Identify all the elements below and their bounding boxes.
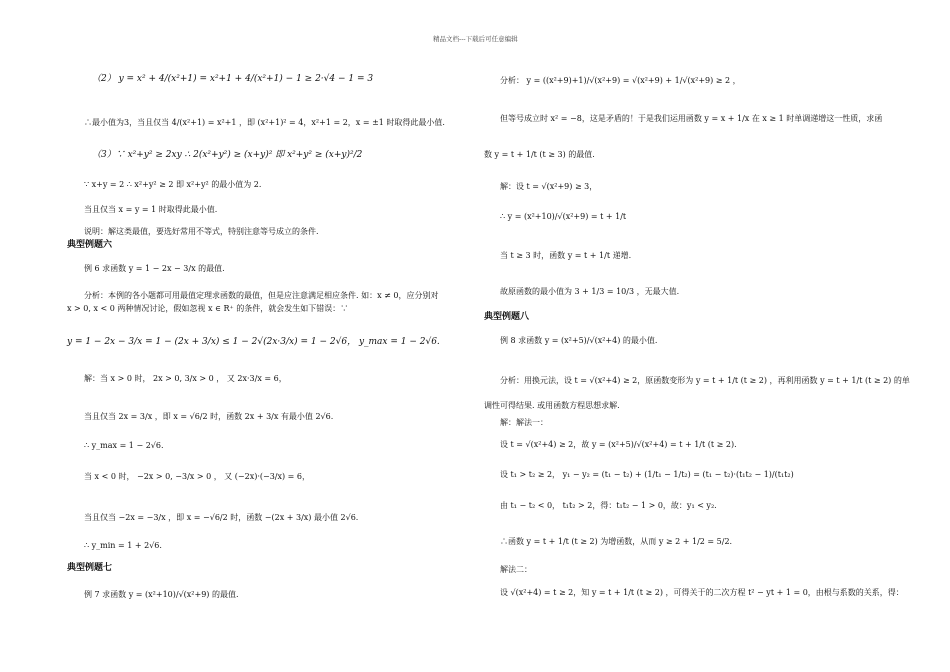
text-line: ∵ x+y = 2 ∴ x²+y² ≥ 2 即 x²+y² 的最小值为 2. xyxy=(84,180,262,189)
text-line: 设 √(x²+4) = t ≥ 2，知 y = t + 1/t (t ≥ 2) ，可得关于的二次方程 t² − yt + 1 = 0，由根与系数的关系，得： xyxy=(500,588,904,597)
example-7-statement: 例 7 求函数 y = (x²+10)/√(x²+9) 的最值. xyxy=(84,590,239,599)
text-line: 数 y = t + 1/t (t ≥ 3) 的最值. xyxy=(484,150,595,159)
analysis-line: 分析：用换元法，设 t = √(x²+4) ≥ 2，原函数变形为 y = t + 1/t (t ≥ 2) ，再利用函数 y = t + 1/t (t ≥ 2) 的单 xyxy=(500,376,910,385)
result-line: ∴ y_max = 1 − 2√6. xyxy=(84,441,164,450)
result-line: 故原函数的最小值为 3 + 1/3 = 10/3 ，无最大值. xyxy=(500,287,680,296)
text-line: 但等号成立时 x² = −8，这是矛盾的！于是我们运用函数 y = x + 1/x 在 x ≥ 1 时单调递增这一性质，求函 xyxy=(500,114,883,123)
formula-line: 设 t = √(x²+4) ≥ 2，故 y = (x²+5)/√(x²+4) = t + 1/t (t ≥ 2). xyxy=(500,440,737,449)
section-heading-7: 典型例题七 xyxy=(67,563,113,573)
analysis-line: x > 0, x < 0 两种情况讨论，假如忽视 x ∈ R⁺ 的条件，就会发生如下错误：∵ xyxy=(67,304,349,313)
analysis-line: 分析：本例的各小题都可用最值定理求函数的最值，但是应注意满足相应条件. 如：x ≠ 0，应分别对 xyxy=(84,291,439,300)
formula-line: ∴ y = (x²+10)/√(x²+9) = t + 1/t xyxy=(500,212,627,221)
example-6-statement: 例 6 求函数 y = 1 − 2x − 3/x 的最值. xyxy=(84,264,225,273)
note-line: 说明：解这类最值，要选好常用不等式，特别注意等号成立的条件. xyxy=(84,227,319,236)
formula-line: 设 t₁ > t₂ ≥ 2， y₁ − y₂ = (t₁ − t₂) + (1/t₁ − 1/t₂) = (t₁ − t₂)·(t₁t₂ − 1)/(t₁t₂) xyxy=(500,470,794,479)
page-header: 精品文档---下载后可任意编辑 xyxy=(433,35,518,43)
text-line: 当且仅当 −2x = −3/x ，即 x = −√6/2 时，函数 −(2x + 3/x) 最小值 2√6. xyxy=(84,513,359,522)
formula-line: y = 1 − 2x − 3/x = 1 − (2x + 3/x) ≤ 1 − 2√(2x·3/x) = 1 − 2√6， y_max = 1 − 2√6. xyxy=(67,337,440,347)
answer-part-3-line: （3）∵ x²+y² ≥ 2xy ∴ 2(x²+y²) ≥ (x+y)² 即 x²+y² ≥ (x+y)²/2 xyxy=(92,150,363,160)
section-heading-6: 典型例题六 xyxy=(67,240,113,250)
text-line: ∴最小值为3，当且仅当 4/(x²+1) = x²+1 ，即 (x²+1)² = 4，x²+1 = 2，x = ±1 时取得此最小值. xyxy=(84,118,445,127)
solution-line: 解：解法一： xyxy=(500,418,548,427)
text-line: 当 x < 0 时， −2x > 0, −3/x > 0 ， 又 (−2x)·(−3/x) = 6， xyxy=(84,472,311,481)
analysis-line: 分析： y = ((x²+9)+1)/√(x²+9) = √(x²+9) + 1/√(x²+9) ≥ 2 ， xyxy=(500,76,741,85)
answer-part-2-line: （2） y = x² + 4/(x²+1) = x²+1 + 4/(x²+1) − 1 ≥ 2·√4 − 1 = 3 xyxy=(92,74,374,84)
text-line: 当且仅当 x = y = 1 时取得此最小值. xyxy=(84,205,218,214)
text-line: 由 t₁ − t₂ < 0， t₁t₂ > 2，得：t₁t₂ − 1 > 0，故：y₁ < y₂. xyxy=(500,501,717,510)
text-line: 当 t ≥ 3 时，函数 y = t + 1/t 递增. xyxy=(500,251,632,260)
result-line: ∴函数 y = t + 1/t (t ≥ 2) 为增函数，从而 y ≥ 2 + 1/2 = 5/2. xyxy=(500,537,733,546)
result-line: ∴ y_min = 1 + 2√6. xyxy=(84,541,162,550)
solution-line: 解：设 t = √(x²+9) ≥ 3， xyxy=(500,182,598,191)
text-line: 当且仅当 2x = 3/x ，即 x = √6/2 时，函数 2x + 3/x 有最小值 2√6. xyxy=(84,412,334,421)
analysis-line: 调性可得结果. 或用函数方程思想求解. xyxy=(484,401,620,410)
solution-line: 解：当 x > 0 时， 2x > 0, 3/x > 0 ， 又 2x·3/x = 6， xyxy=(84,374,287,383)
solution-line: 解法二： xyxy=(500,565,532,574)
example-8-statement: 例 8 求函数 y = (x²+5)/√(x²+4) 的最小值. xyxy=(500,336,658,345)
section-heading-8: 典型例题八 xyxy=(484,312,530,322)
